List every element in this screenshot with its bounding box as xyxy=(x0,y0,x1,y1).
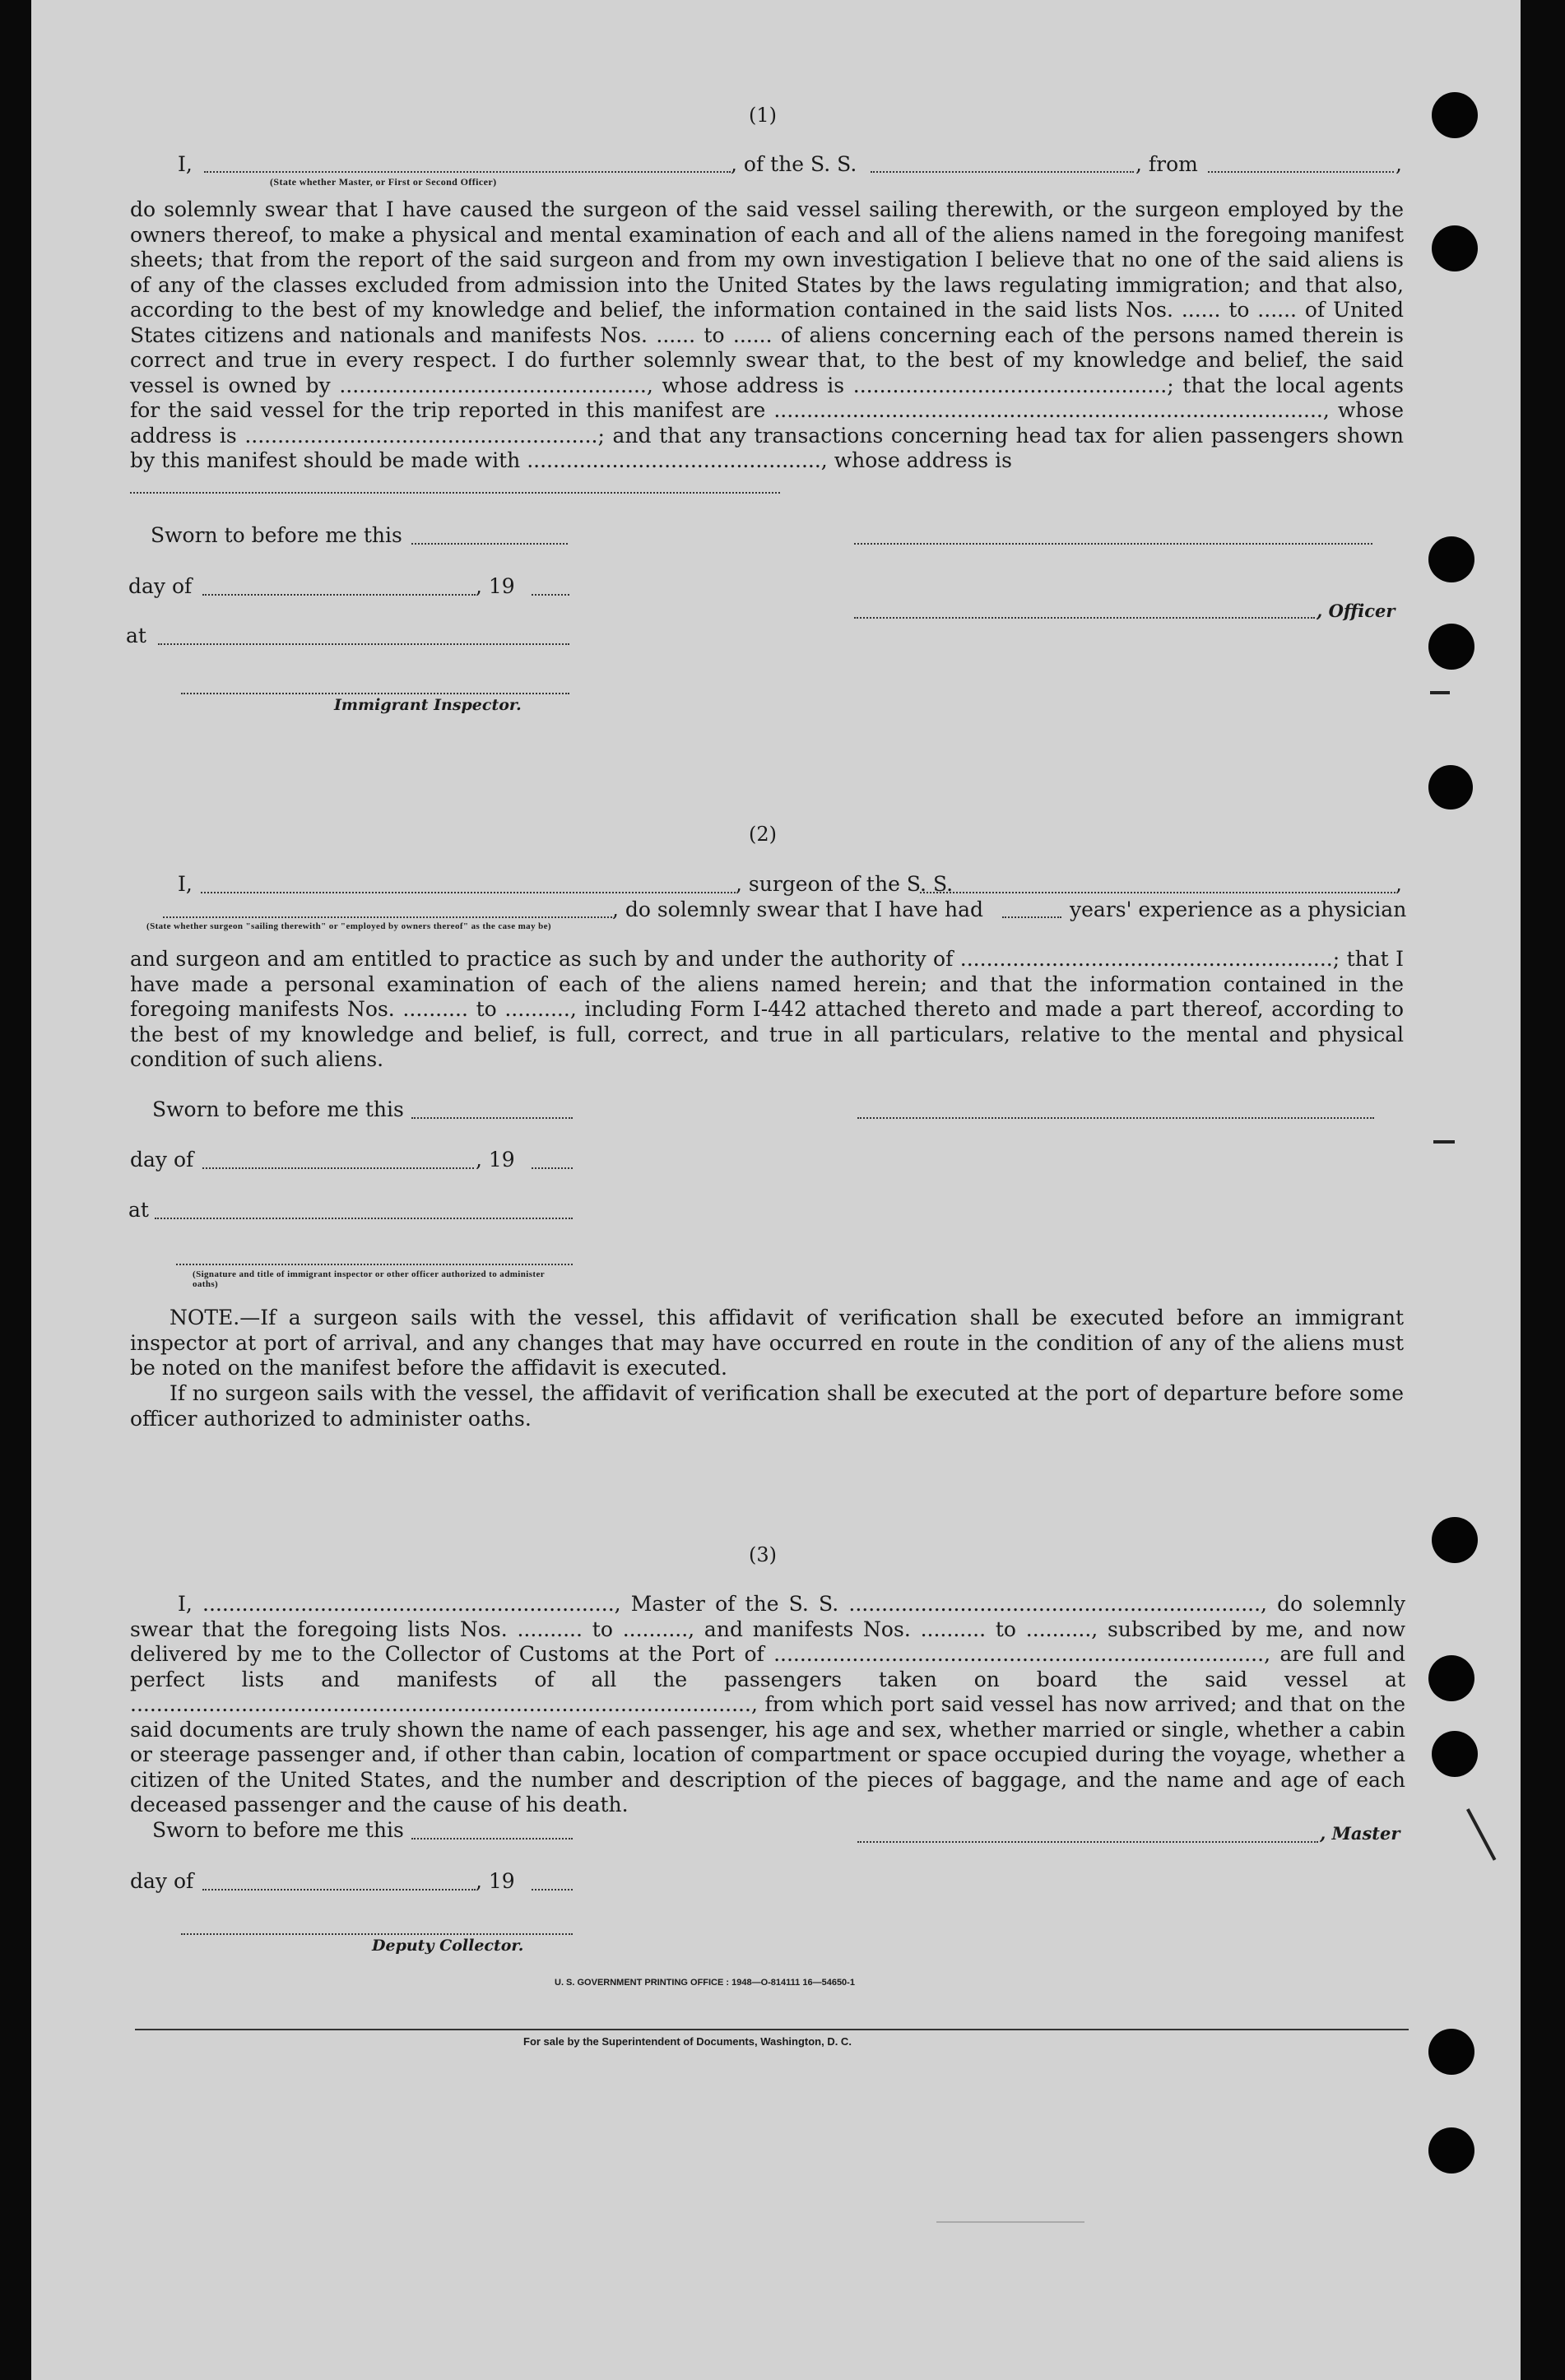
section-2-i-label: I, xyxy=(178,872,193,896)
section-1-sworn-label: Sworn to before me this xyxy=(151,523,402,547)
scan-mark xyxy=(1466,1808,1496,1861)
section-3-oath-text: I, ..............................................................., Master of the S. S. ..............................................................., do solemnly swear that the foregoing lists Nos. .......... to .........., and manifests Nos. .......... to .........., subscribed by me, and now delivered by me to the Collector of Customs at the Port of ..........................................................................., are full and perfect lists and manifests of all the passengers taken on board the said vessel at ..............................................................................................., from which port said vessel has now arrived; and that on the said documents are truly shown the name of each passenger, his age and sex, whether married or single, whether a cabin or steerage passenger and, if other than cabin, location of compartment or space occupied during the voyage, whether a citizen of the United States, and the number and description of the pieces of baggage, and the name and age of each deceased passenger and the cause of his death. xyxy=(130,1592,1405,1816)
section-3-sworn-date-field xyxy=(411,1838,573,1840)
section-2-vessel-label: , surgeon of the S. S. xyxy=(736,872,954,896)
punch-hole xyxy=(1428,765,1473,810)
surgeon-status-field xyxy=(163,916,612,918)
punch-hole xyxy=(1428,2127,1474,2174)
section-2-day-label: day of xyxy=(130,1148,194,1171)
section-1-sworn-date-field xyxy=(411,543,568,545)
from-port-field xyxy=(1208,171,1394,173)
section-3-sworn-label: Sworn to before me this xyxy=(152,1818,404,1842)
section-2-heading: (2) xyxy=(749,823,777,846)
section-3-heading: (3) xyxy=(749,1543,777,1566)
section-1-year-label: , 19 xyxy=(476,574,515,598)
section-1-oath-text: do solemnly swear that I have caused the surgeon of the said vessel sailing therewith, or the surgeon employed by the owners thereof, to make a physical and mental examination of each and all of the aliens named in the foregoing manifest sheets; that from the report of the said surgeon and from my own investigation I believe that no one of the said aliens is of any of the classes excluded from admission into the United States by the laws regulating immigration; and that also, according to the best of my knowledge and belief, the information contained in the said lists Nos. ...... to ...... of United States citizens and nationals and manifests Nos. ...... to ...... of aliens concerning each of the persons named therein is correct and true in every respect. I do further solemnly swear that, to the best of my knowledge and belief, the said vessel is owned by ..............................................., whose address is ................................................; that the local agents for the said vessel for the trip reported in this manifest are ...................................................................................., whose address is ......................................................; and that any transactions concerning head tax for alien passengers shown by this manifest should be made with ............................................., whose address is xyxy=(130,197,1404,472)
section-2-year-label: , 19 xyxy=(476,1148,515,1171)
section-3-year-label: , 19 xyxy=(476,1869,515,1893)
punch-hole xyxy=(1432,225,1478,271)
section-1-vessel-label: , of the S. S. xyxy=(731,152,857,176)
section-2-at-label: at xyxy=(128,1198,149,1222)
section-3-collector-signature-line xyxy=(181,1933,573,1935)
section-1-line-end: , xyxy=(1395,152,1402,176)
section-2-swear-label: , do solemnly swear that I have had xyxy=(612,898,984,921)
section-2-vessel-field xyxy=(920,892,1395,893)
punch-hole xyxy=(1432,1731,1478,1777)
section-1-at-label: at xyxy=(126,624,146,647)
head-tax-address-field xyxy=(130,492,780,494)
punch-hole xyxy=(1428,536,1474,582)
section-2-surgeon-note: (State whether surgeon "sailing therewith" or "employed by owners thereof" as the case may be) xyxy=(146,921,551,931)
section-3-month-field xyxy=(202,1889,476,1891)
section-1-i-label: I, xyxy=(178,152,193,176)
section-2-line-end: , xyxy=(1395,872,1402,896)
section-3-master-label: , Master xyxy=(1320,1823,1400,1844)
punch-hole xyxy=(1432,92,1478,138)
section-1-year-field xyxy=(532,594,569,596)
section-3-year-field xyxy=(532,1889,573,1891)
section-2-year-field xyxy=(532,1167,573,1169)
surgeon-name-field xyxy=(201,892,736,893)
scan-mark xyxy=(936,2221,1084,2223)
section-1-day-label: day of xyxy=(128,574,193,598)
footer-rule xyxy=(135,2029,1409,2030)
section-2-note-paragraph-2: If no surgeon sails with the vessel, the affidavit of verification shall be executed at the port of departure before some officer authorized to administer oaths. xyxy=(130,1381,1404,1431)
section-2-place-field xyxy=(155,1218,573,1219)
section-2-sworn-date-field xyxy=(411,1117,573,1119)
section-1-officer-signature-line xyxy=(854,543,1372,545)
vessel-name-field xyxy=(871,171,1134,173)
punch-hole xyxy=(1428,2029,1474,2075)
officer-name-field xyxy=(204,171,731,173)
section-2-sworn-label: Sworn to before me this xyxy=(152,1097,404,1121)
section-2-month-field xyxy=(202,1167,474,1169)
sale-notice: For sale by the Superintendent of Documents, Washington, D. C. xyxy=(523,2035,852,2048)
scan-mark xyxy=(1430,691,1450,694)
section-1-officer-note: (State whether Master, or First or Second Officer) xyxy=(270,176,497,188)
section-1-month-field xyxy=(202,594,476,596)
section-2-oath-text: and surgeon and am entitled to practice as such by and under the authority of .........................................................; that I have made a personal examination of each of the aliens named herein; and that the information contained in the foregoing manifests Nos. .......... to .........., including Form I-442 attached thereto and made a part thereof, according to the best of my knowledge and belief, is full, correct, and true in all particulars, relative to the mental and physical condition of such aliens. xyxy=(130,947,1404,1071)
years-experience-field xyxy=(1002,916,1061,918)
section-1-place-field xyxy=(158,643,569,645)
section-1-heading: (1) xyxy=(749,104,777,127)
section-3-day-label: day of xyxy=(130,1869,194,1893)
section-2-signature-note: (Signature and title of immigrant inspector or other officer authorized to administer oaths) xyxy=(193,1269,545,1289)
section-3-collector-label: Deputy Collector. xyxy=(372,1937,524,1955)
section-2-surgeon-signature-line xyxy=(857,1117,1374,1119)
section-2-inspector-signature-line xyxy=(176,1264,573,1265)
printing-office-imprint: U. S. GOVERNMENT PRINTING OFFICE : 1948—O-814111 16—54650-1 xyxy=(555,1978,855,1988)
section-1-inspector-label: Immigrant Inspector. xyxy=(334,696,522,714)
section-1-from-label: , from xyxy=(1135,152,1198,176)
section-2-note-paragraph-1: NOTE.—If a surgeon sails with the vessel, this affidavit of verification shall be executed before an immigrant inspector at port of arrival, and any changes that may have occurred en route in the condition of any of the aliens must be noted on the manifest before the affidavit is executed. xyxy=(130,1306,1404,1380)
section-2-years-label: years' experience as a physician xyxy=(1070,898,1407,921)
scan-mark xyxy=(1433,1140,1455,1144)
section-1-officer-label: , Officer xyxy=(1317,601,1395,621)
punch-hole xyxy=(1428,624,1474,670)
section-1-officer-title-line xyxy=(854,617,1315,619)
punch-hole xyxy=(1428,1655,1474,1701)
section-1-inspector-signature-line xyxy=(181,693,569,694)
punch-hole xyxy=(1432,1517,1478,1563)
document-page xyxy=(31,0,1521,2380)
section-3-master-signature-line xyxy=(857,1841,1318,1843)
